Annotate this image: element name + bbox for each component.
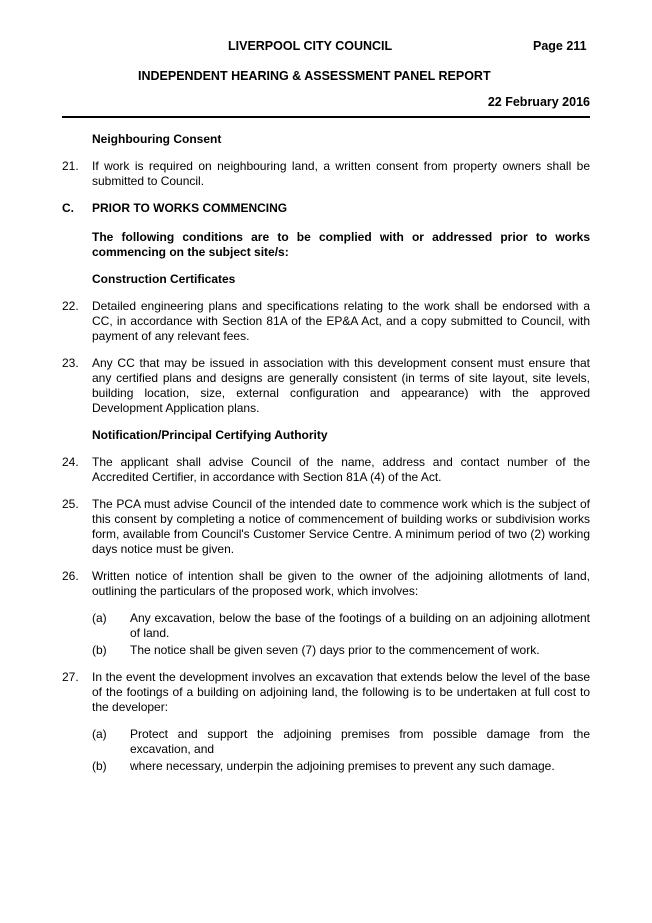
sub-item-letter: (a) bbox=[92, 611, 107, 625]
section-letter: C. bbox=[62, 201, 74, 215]
condition-number: 21. bbox=[62, 159, 79, 173]
page-number: Page 211 bbox=[533, 39, 587, 53]
condition-number: 22. bbox=[62, 299, 79, 313]
condition-item bbox=[62, 356, 590, 416]
sub-item bbox=[92, 643, 590, 658]
condition-text: Any CC that may be issued in association with this development consent must ensure that any certified plans and designs are generally consistent (in terms of site layout, site levels, building location, size, external configuration and appearance) with the approved Development Application plans. bbox=[92, 356, 590, 415]
sub-item-letter: (b) bbox=[92, 759, 107, 773]
condition-item bbox=[62, 670, 590, 774]
construction-certificates-heading: Construction Certificates bbox=[92, 272, 236, 286]
sub-item bbox=[92, 727, 590, 757]
report-title: INDEPENDENT HEARING & ASSESSMENT PANEL REPORT bbox=[138, 69, 491, 83]
condition-item bbox=[62, 497, 590, 557]
condition-body bbox=[92, 569, 590, 658]
condition-item bbox=[62, 569, 590, 658]
condition-number: 27. bbox=[62, 670, 79, 684]
condition-text: Written notice of intention shall be given to the owner of the adjoining allotments of land, outlining the particulars of the proposed work, which involves: bbox=[92, 569, 590, 598]
sub-item-text: The notice shall be given seven (7) days prior to the commencement of work. bbox=[130, 643, 540, 657]
sub-item-text: where necessary, underpin the adjoining premises to prevent any such damage. bbox=[130, 759, 555, 773]
sub-item-text: Any excavation, below the base of the footings of a building on an adjoining allotment of land. bbox=[130, 611, 590, 640]
header-rule bbox=[62, 116, 590, 118]
condition-number: 26. bbox=[62, 569, 79, 583]
condition-text: Detailed engineering plans and specifications relating to the work shall be endorsed with a CC, in accordance with Section 81A of the EP&A Act, and a copy submitted to Council, with payment of any relevant fees. bbox=[92, 299, 590, 343]
condition-text: The applicant shall advise Council of the name, address and contact number of the Accredited Certifier, in accordance with Section 81A (4) of the Act. bbox=[92, 455, 590, 484]
sub-item-letter: (a) bbox=[92, 727, 107, 741]
neighbouring-consent-heading: Neighbouring Consent bbox=[92, 132, 222, 146]
condition-body bbox=[92, 670, 590, 774]
sub-item-text: Protect and support the adjoining premises from possible damage from the excavation, and bbox=[130, 727, 590, 756]
section-c-intro: The following conditions are to be complied with or addressed prior to works commencing on the subject site/s: bbox=[92, 230, 590, 259]
condition-number: 24. bbox=[62, 455, 79, 469]
sub-item bbox=[92, 759, 590, 774]
section-title: PRIOR TO WORKS COMMENCING bbox=[92, 201, 288, 215]
sub-item-letter: (b) bbox=[92, 643, 107, 657]
council-name: LIVERPOOL CITY COUNCIL bbox=[228, 39, 393, 53]
notification-pca-heading: Notification/Principal Certifying Authority bbox=[92, 428, 328, 442]
condition-number: 23. bbox=[62, 356, 79, 370]
condition-item bbox=[62, 299, 590, 344]
condition-item bbox=[62, 455, 590, 485]
condition-number: 25. bbox=[62, 497, 79, 511]
condition-text: If work is required on neighbouring land, a written consent from property owners shall be submitted to Council. bbox=[92, 159, 590, 188]
condition-item bbox=[62, 159, 590, 189]
document-body bbox=[62, 126, 590, 786]
sub-item bbox=[92, 611, 590, 641]
condition-text: The PCA must advise Council of the intended date to commence work which is the subject of this consent by completing a notice of commencement of building works or subdivision works form, available from Council's Customer Service Centre. A minimum period of two (2) working days notice must be given. bbox=[92, 497, 590, 556]
report-date: 22 February 2016 bbox=[487, 95, 590, 109]
condition-text: In the event the development involves an excavation that extends below the level of the base of the footings of a building on adjoining land, the following is to be undertaken at full cost to the developer: bbox=[92, 670, 590, 714]
section-c-heading bbox=[62, 201, 590, 216]
